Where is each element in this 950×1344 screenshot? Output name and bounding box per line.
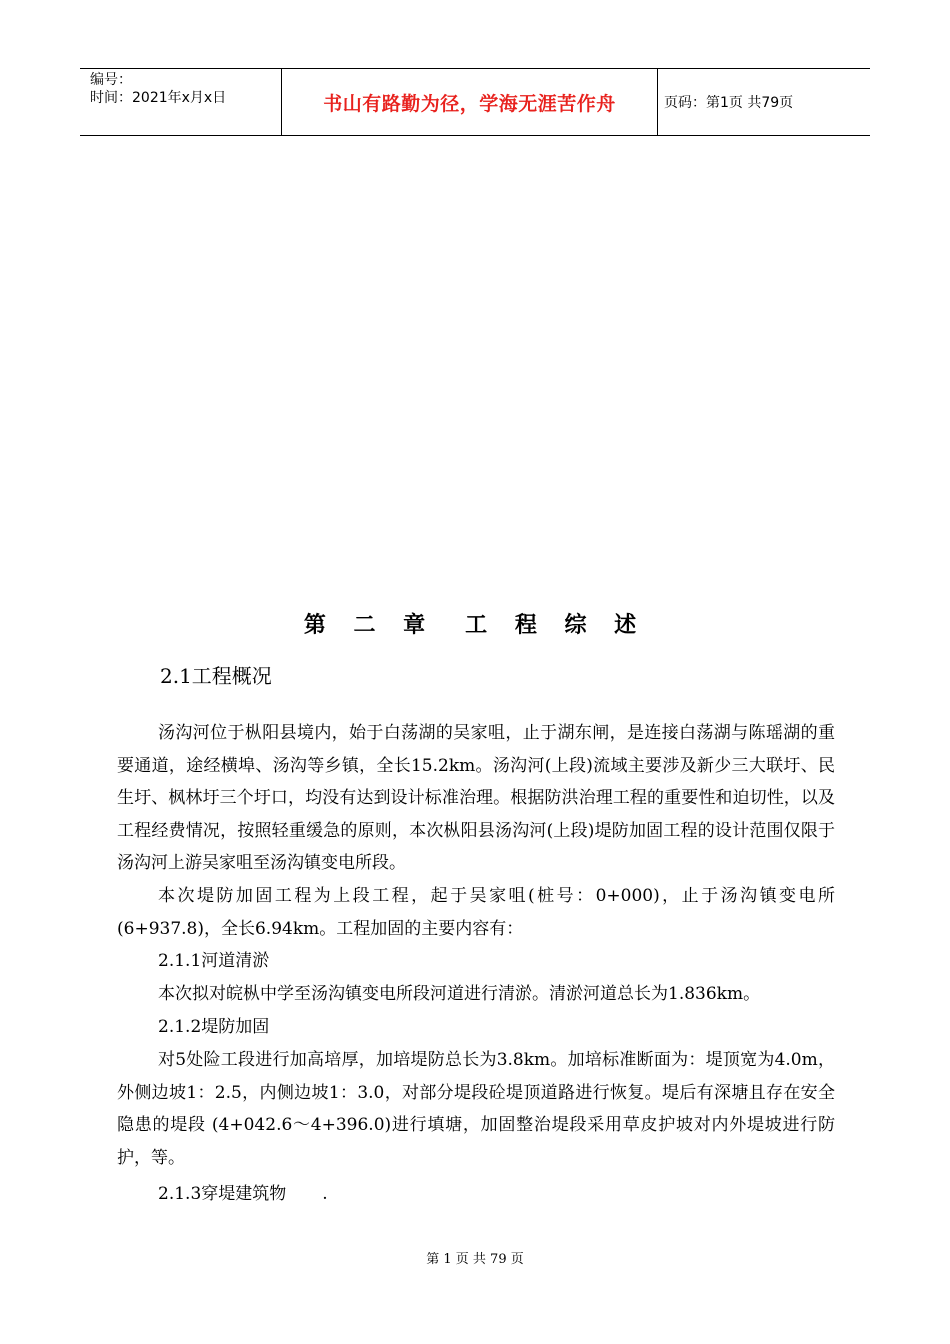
paragraph-overview: 汤沟河位于枞阳县境内，始于白荡湖的吴家咀，止于湖东闸，是连接白荡湖与陈瑶湖的重要通道，途经横埠、汤沟等乡镇，全长15.2km。汤沟河(上段)流域主要涉及新少三大联圩、民生圩、枫林圩三个圩口，均没有达到设计标准治理。根据防洪治理工程的重要性和迫切性，以及工程经费情况，按照轻重缓急的原则，本次枞阳县汤沟河(上段)堤防加固工程的设计范围仅限于汤沟河上游吴家咀至汤沟镇变电所段。 bbox=[117, 723, 835, 873]
subsection-title-structures bbox=[158, 1178, 328, 1211]
chapter-title bbox=[0, 608, 950, 639]
chapter-number: 第 二 章 bbox=[303, 613, 436, 638]
subsection-structures-label: 2.1.3穿堤建筑物 bbox=[158, 1184, 287, 1204]
header-page-info: 页码：第1页 共79页 bbox=[664, 95, 794, 111]
paragraph-scope: 本次堤防加固工程为上段工程，起于吴家咀(桩号：0+000)，止于汤沟镇变电所(6+937.8)，全长6.94km。工程加固的主要内容有： bbox=[117, 886, 835, 939]
subsection-title-dredging: 2.1.1河道清淤 bbox=[158, 951, 270, 971]
time-label: 时间：2021年x月x日 bbox=[90, 90, 227, 106]
serial-number-label: 编号： bbox=[90, 72, 132, 88]
header-motto: 书山有路勤为径，学海无涯苦作舟 bbox=[282, 69, 658, 135]
subsection-title-embankment: 2.1.2堤防加固 bbox=[158, 1017, 270, 1037]
trailing-mark: . bbox=[322, 1184, 328, 1204]
paragraph-embankment: 对5处险工段进行加高培厚，加培堤防总长为3.8km。加培标准断面为：堤顶宽为4.0m，外侧边坡1：2.5，内侧边坡1：3.0，对部分堤段砼堤顶道路进行恢复。堤后有深塘且存在安全隐患的堤段 (4+042.6～4+396.0)进行填塘，加固整治堤段采用草皮护坡对内外堤坡进行防护，等。 bbox=[117, 1050, 835, 1168]
paragraph-dredging: 本次拟对皖枞中学至汤沟镇变电所段河道进行清淤。清淤河道总长为1.836km。 bbox=[158, 984, 761, 1004]
page-header bbox=[80, 68, 870, 136]
section-title: 2.1工程概况 bbox=[160, 664, 272, 688]
page-footer: 第 1 页 共 79 页 bbox=[426, 1252, 524, 1267]
chapter-name: 工 程 综 述 bbox=[465, 613, 647, 638]
header-meta-cell bbox=[80, 69, 282, 135]
